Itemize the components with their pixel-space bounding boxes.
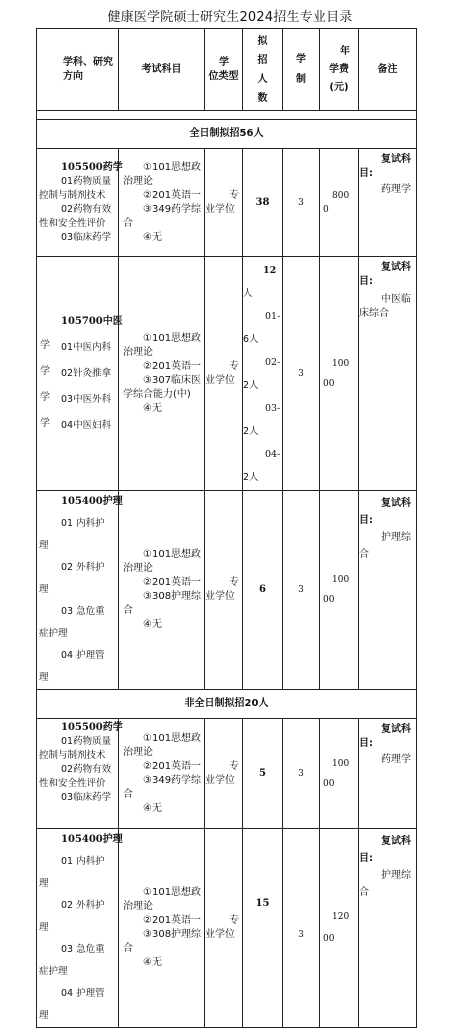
remark-cell: 复试科 目: 中医临 床综合 <box>359 257 417 491</box>
duration-cell: 3 <box>283 491 320 690</box>
degree-cell: 专 业学位 <box>205 257 243 491</box>
exam-cell: ①101思想政 治理论 ②201英语一 ③307临床医 学综合能力(中) ④无 <box>119 257 205 491</box>
quota-cell: 12 人 01- 6人 02- 2人 03- 2人 04- 2人 <box>243 257 283 491</box>
remark-cell: 复试科 目: 药理学 <box>359 149 417 257</box>
table-row <box>37 719 417 829</box>
section-parttime <box>37 690 417 719</box>
exam-cell: ①101思想政 治理论 ②201英语一 ③349药学综 合 ④无 <box>119 719 205 829</box>
header-remark: 备注 <box>359 29 417 111</box>
fee-cell: 800 0 <box>320 149 359 257</box>
duration-cell: 3 <box>283 719 320 829</box>
header-quota: 拟 招 人 数 <box>243 29 283 111</box>
table-row <box>37 491 417 690</box>
section-parttime-label: 非全日制拟招20人 <box>37 690 417 719</box>
subject-cell: 105400护理 01 内科护 理 02 外科护 理 03 急危重 症护理 04 护理管 理 <box>37 491 119 690</box>
catalog-table <box>36 28 417 1028</box>
subject-cell: 105400护理 01 内科护 理 02 外科护 理 03 急危重 症护理 04 护理管 理 <box>37 829 119 1028</box>
header-subject: 学科、研究 方向 <box>37 29 119 111</box>
remark-cell: 复试科 目: 药理学 <box>359 719 417 829</box>
fee-cell: 120 00 <box>320 829 359 1028</box>
header-degree: 学 位类型 <box>205 29 243 111</box>
fee-cell: 100 00 <box>320 719 359 829</box>
page-title: 健康医学院硕士研究生2024招生专业目录 <box>107 10 353 25</box>
duration-cell: 3 <box>283 257 320 491</box>
duration-cell: 3 <box>283 829 320 1028</box>
degree-cell: 专 业学位 <box>205 491 243 690</box>
section-fulltime <box>37 120 417 149</box>
table-header-row <box>37 29 417 111</box>
fee-cell: 100 00 <box>320 491 359 690</box>
table-row <box>37 257 417 491</box>
degree-cell: 专 业学位 <box>205 149 243 257</box>
spacer-row <box>37 111 417 120</box>
subject-cell: 105500药学 01药物质量 控制与制剂技术 02药物有效 性和安全性评价 03临床药学 <box>37 719 119 829</box>
quota-cell: 38 <box>243 149 283 257</box>
quota-cell: 5 <box>243 719 283 829</box>
quota-cell: 15 <box>243 829 283 1028</box>
exam-cell: ①101思想政 治理论 ②201英语一 ③308护理综 合 ④无 <box>119 829 205 1028</box>
table-row <box>37 829 417 1028</box>
duration-cell: 3 <box>283 149 320 257</box>
header-duration: 学 制 <box>283 29 320 111</box>
header-exam: 考试科目 <box>119 29 205 111</box>
fee-cell: 100 00 <box>320 257 359 491</box>
degree-cell: 专 业学位 <box>205 829 243 1028</box>
remark-cell: 复试科 目: 护理综 合 <box>359 491 417 690</box>
table-row <box>37 149 417 257</box>
exam-cell: ①101思想政 治理论 ②201英语一 ③349药学综 合 ④无 <box>119 149 205 257</box>
degree-cell: 专 业学位 <box>205 719 243 829</box>
section-fulltime-label: 全日制拟招56人 <box>37 120 417 149</box>
quota-cell: 6 <box>243 491 283 690</box>
subject-cell: 105500药学 01药物质量 控制与制剂技术 02药物有效 性和安全性评价 03临床药学 <box>37 149 119 257</box>
header-fee: 年 学费 (元) <box>320 29 359 111</box>
exam-cell: ①101思想政 治理论 ②201英语一 ③308护理综 合 ④无 <box>119 491 205 690</box>
remark-cell: 复试科 目: 护理综 合 <box>359 829 417 1028</box>
subject-cell: 学 学 学 学 105700中医 01中医内科 02针灸推拿 03中医外科 04中医妇科 <box>37 257 119 491</box>
subject-side-labels: 学 学 学 学 <box>40 340 50 429</box>
